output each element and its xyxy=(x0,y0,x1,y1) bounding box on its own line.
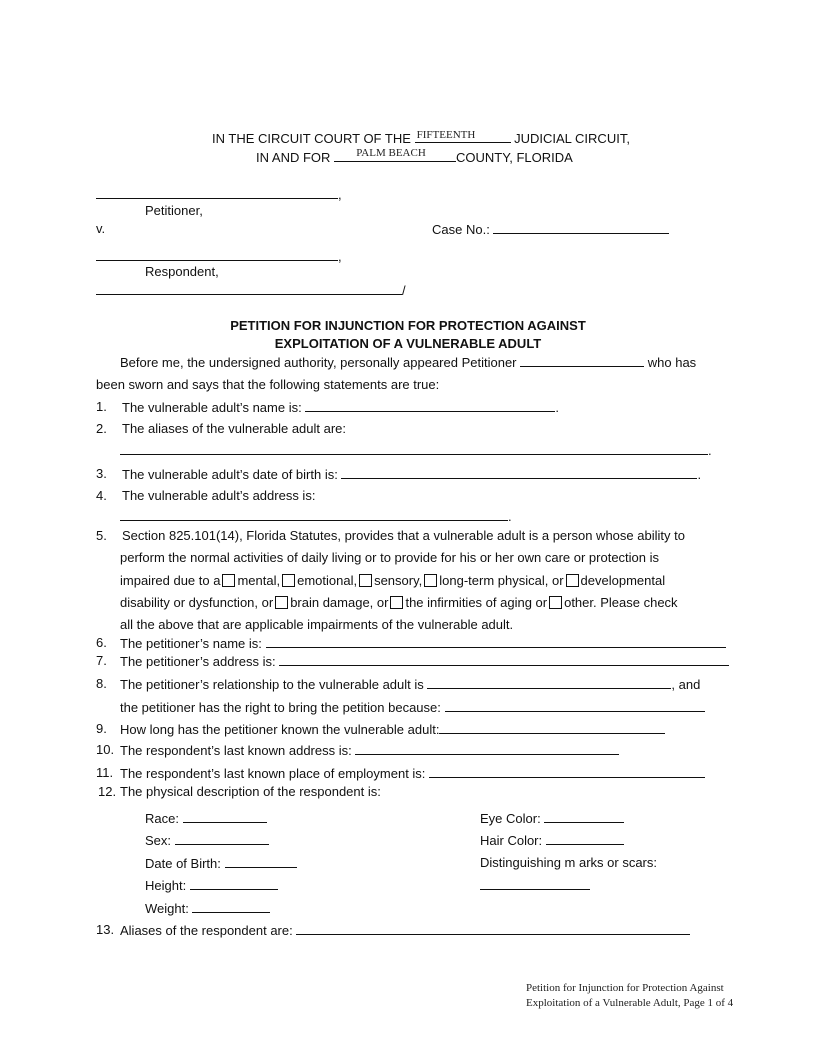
race-label: Race: xyxy=(145,811,179,826)
item-text: The petitioner’s address is: xyxy=(120,654,276,669)
respondent-name-line xyxy=(96,248,342,264)
item-4-number: 4. xyxy=(96,488,107,503)
intro-text: who has xyxy=(647,355,697,370)
height-row xyxy=(145,877,278,893)
eye-color-row xyxy=(480,810,624,826)
item-text: disability or dysfunction, or xyxy=(120,595,274,610)
hair-color-field[interactable] xyxy=(546,832,624,845)
relationship-field[interactable] xyxy=(427,676,671,689)
county-value: PALM BEACH xyxy=(356,147,426,159)
period: . xyxy=(508,509,512,524)
sex-field[interactable] xyxy=(175,832,269,845)
versus-label: v. xyxy=(96,221,106,236)
item-2-label: The aliases of the vulnerable adult are: xyxy=(122,421,347,436)
caption-closing-line xyxy=(96,282,406,298)
petitioner-label: Petitioner, xyxy=(145,203,203,218)
item-text: the petitioner has the right to bring the petition because: xyxy=(120,700,441,715)
respondent-employment-field[interactable] xyxy=(429,765,705,778)
intro-text: Before me, the undersigned authority, personally appeared Petitioner xyxy=(120,355,517,370)
dob-label: Date of Birth: xyxy=(145,856,221,871)
brain-damage-checkbox[interactable] xyxy=(275,596,288,609)
item-9-number: 9. xyxy=(96,721,107,736)
item-2-line xyxy=(120,442,712,458)
petitioner-address-field[interactable] xyxy=(279,653,729,666)
item-4-line xyxy=(120,508,512,524)
item-text: How long has the petitioner known the vulnerable adult: xyxy=(120,722,440,737)
case-number-line xyxy=(432,221,669,237)
header-text: JUDICIAL CIRCUIT, xyxy=(514,131,630,146)
item-5-line4 xyxy=(120,595,678,610)
vulnerable-adult-name-field[interactable] xyxy=(305,399,555,412)
known-duration-field[interactable] xyxy=(439,721,665,734)
marks-label: Distinguishing m arks or scars: xyxy=(480,855,657,870)
document-title-line1: PETITION FOR INJUNCTION FOR PROTECTION AGAINST xyxy=(230,318,586,333)
weight-row xyxy=(145,900,270,916)
item-13 xyxy=(120,922,690,938)
item-text: The vulnerable adult’s date of birth is: xyxy=(122,467,338,482)
item-7 xyxy=(120,653,729,669)
sex-label: Sex: xyxy=(145,833,172,848)
item-text: The petitioner’s relationship to the vulnerable adult is xyxy=(120,677,424,692)
height-field[interactable] xyxy=(190,877,278,890)
race-row xyxy=(145,810,267,826)
item-12-label: The physical description of the respondent is: xyxy=(120,784,381,799)
marks-line xyxy=(480,877,590,893)
item-11 xyxy=(120,765,705,781)
item-3-number: 3. xyxy=(96,466,107,481)
weight-field[interactable] xyxy=(192,900,270,913)
footer-line1: Petition for Injunction for Protection Against xyxy=(526,982,724,994)
developmental-checkbox[interactable] xyxy=(566,574,579,587)
item-9 xyxy=(120,721,665,737)
item-2-number: 2. xyxy=(96,421,107,436)
header-text: COUNTY, FLORIDA xyxy=(456,150,573,165)
item-text: Aliases of the respondent are: xyxy=(120,923,293,938)
sex-row xyxy=(145,832,269,848)
race-field[interactable] xyxy=(183,810,267,823)
case-number-field[interactable] xyxy=(493,221,669,234)
item-11-number: 11. xyxy=(96,765,114,780)
period: . xyxy=(697,467,702,482)
case-number-label: Case No.: xyxy=(432,222,490,237)
header-text: IN AND FOR xyxy=(256,150,331,165)
mental-label: mental, xyxy=(237,573,281,588)
item-5-line5: all the above that are applicable impairments of the vulnerable adult. xyxy=(120,617,514,632)
respondent-label: Respondent, xyxy=(145,264,219,279)
petitioner-name-line xyxy=(96,186,342,202)
footer-line2: Exploitation of a Vulnerable Adult, Page 1 of 4 xyxy=(526,997,734,1009)
vulnerable-adult-address-field[interactable] xyxy=(120,508,508,521)
hair-color-row xyxy=(480,832,624,848)
item-10 xyxy=(120,742,619,758)
height-label: Height: xyxy=(145,878,187,893)
period: . xyxy=(708,443,712,458)
dob-row xyxy=(145,855,297,871)
item-10-number: 10. xyxy=(96,742,115,757)
respondent-name-field[interactable] xyxy=(96,248,338,261)
document-title-line2: EXPLOITATION OF A VULNERABLE ADULT xyxy=(274,336,542,351)
item-3 xyxy=(122,466,701,482)
petitioner-appeared-field[interactable] xyxy=(520,354,644,367)
weight-label: Weight: xyxy=(145,901,189,916)
item-5-number: 5. xyxy=(96,528,107,543)
long-term-physical-checkbox[interactable] xyxy=(424,574,437,587)
slash: / xyxy=(402,283,406,298)
sensory-checkbox[interactable] xyxy=(359,574,372,587)
item-1 xyxy=(122,399,559,415)
item-8-line2 xyxy=(120,699,705,715)
item-text: impaired due to a xyxy=(120,573,221,588)
circuit-value: FIFTEENTH xyxy=(416,129,476,141)
petitioner-name-field[interactable] xyxy=(96,186,338,199)
item-text: The petitioner’s name is: xyxy=(120,636,262,651)
item-text: The respondent’s last known place of employment is: xyxy=(120,766,426,781)
petitioner-name-field-2[interactable] xyxy=(266,635,726,648)
other-checkbox[interactable] xyxy=(549,596,562,609)
period: . xyxy=(555,400,559,415)
item-12-number: 12. xyxy=(98,784,117,799)
item-text: The vulnerable adult’s name is: xyxy=(122,400,302,415)
item-text: The respondent’s last known address is: xyxy=(120,743,352,758)
comma: , xyxy=(338,249,342,264)
item-8 xyxy=(120,676,700,692)
caption-rule xyxy=(96,282,402,295)
brain-damage-label: brain damage, or xyxy=(290,595,389,610)
intro-line1 xyxy=(120,354,696,370)
item-6-number: 6. xyxy=(96,635,107,650)
comma: , xyxy=(338,187,342,202)
vulnerable-adult-dob-field[interactable] xyxy=(341,466,697,479)
long-term-physical-label: long-term physical, or xyxy=(439,573,564,588)
item-5-line1: Section 825.101(14), Florida Statutes, provides that a vulnerable adult is a person whose ability to xyxy=(122,528,685,543)
sensory-label: sensory, xyxy=(374,573,423,588)
item-13-number: 13. xyxy=(96,922,115,937)
vulnerable-adult-aliases-field[interactable] xyxy=(120,442,708,455)
mental-checkbox[interactable] xyxy=(222,574,235,587)
right-to-petition-field[interactable] xyxy=(445,699,705,712)
item-6 xyxy=(120,635,726,651)
item-7-number: 7. xyxy=(96,653,107,668)
infirmities-of-aging-checkbox[interactable] xyxy=(390,596,403,609)
item-4-label: The vulnerable adult’s address is: xyxy=(122,488,316,503)
developmental-label: developmental xyxy=(580,573,666,588)
dob-field[interactable] xyxy=(225,855,297,868)
eye-color-label: Eye Color: xyxy=(480,811,541,826)
infirmities-of-aging-label: the infirmities of aging or xyxy=(405,595,548,610)
hair-color-label: Hair Color: xyxy=(480,833,543,848)
emotional-label: emotional, xyxy=(297,573,358,588)
respondent-address-field[interactable] xyxy=(355,742,619,755)
respondent-aliases-field[interactable] xyxy=(296,922,690,935)
item-text: , and xyxy=(671,677,701,692)
item-5-line2: perform the normal activities of daily living or to provide for his or her own care or protection is xyxy=(120,550,660,565)
item-8-number: 8. xyxy=(96,676,107,691)
emotional-checkbox[interactable] xyxy=(282,574,295,587)
intro-line2: been sworn and says that the following statements are true: xyxy=(96,377,440,392)
header-text: IN THE CIRCUIT COURT OF THE xyxy=(212,131,411,146)
eye-color-field[interactable] xyxy=(544,810,624,823)
marks-field[interactable] xyxy=(480,877,590,890)
other-label: other. Please check xyxy=(564,595,678,610)
item-1-number: 1. xyxy=(96,399,107,414)
item-5-line3 xyxy=(120,573,665,588)
